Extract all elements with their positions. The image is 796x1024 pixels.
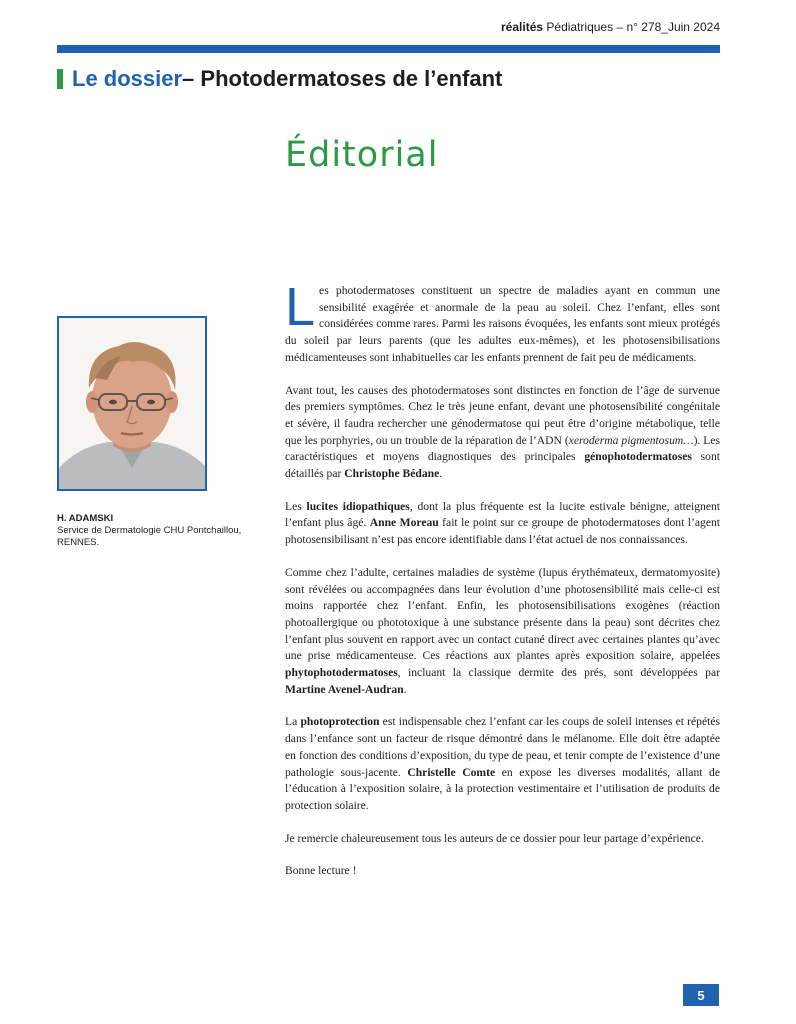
paragraph-text: .	[439, 467, 443, 481]
paragraph-text: .	[403, 682, 407, 696]
paragraph-text: Comme chez l’adulte, certaines maladies de système (lupus érythémateux, dermatomyosite) sont révélées ou accompagnées dans leur évolution d’une photosensibilité mais celle-ci est moins rapportée chez l’enfant. Enfin, les photosensibilisations exogènes (réaction photoallergique ou phototoxique à une substance présente dans la peau) sont décrites chez l’enfant plus souvent en rapport avec un contact cutané direct avec certaines plantes qu’avec une prise médicamenteuse. Ces réactions aux plantes après exposition solaire, appelées	[285, 565, 720, 663]
paragraph-lucites	[285, 499, 720, 549]
page-title: Éditorial	[285, 135, 439, 175]
keyword-text: photoprotection	[300, 715, 380, 729]
journal-issue-info: Pédiatriques – n° 278_Juin 2024	[546, 20, 720, 34]
paragraph-causes	[285, 383, 720, 483]
keyword-text: phytophotodermatoses	[285, 666, 398, 680]
emphasis-text: xeroderma pigmentosum…	[568, 433, 694, 447]
running-header	[501, 20, 720, 34]
paragraph-text: , dont la plus fréquente est la lucite estivale bénigne, atteignent l’enfant plus âgé.	[285, 499, 721, 530]
paragraph-text: es photodermatoses constituent un spectre de maladies ayant en commun une sensibilité exagérée et anormale de la peau au soleil. Chez l’enfant, elles sont considérées comme rares. Parmi les raisons évoquées, les enfants sont mieux protégés du soleil par leurs parents (que les adultes eux-mêmes), et les photosensibilisations médicamenteuses sont inhabituelles car les enfants prennent de fait peu de médicaments.	[285, 284, 720, 364]
journal-brand: réalités	[501, 20, 544, 34]
keyword-text: génophotodermatoses	[584, 450, 692, 464]
paragraph-photoprotection	[285, 714, 720, 814]
paragraph-systemic	[285, 565, 720, 699]
dossier-subject: – Photodermatoses de l’enfant	[182, 66, 503, 91]
paragraph-text: Avant tout, les causes des photodermatoses sont distinctes en fonction de l’âge de survenue des premiers symptômes. Chez le très jeune enfant, devant une photosensibilité congénitale et sévère, il faudra rechercher une génodermatose qui peut être d’origine métabolique, telle que les porphyries, ou un trouble de la réparation de l’ADN (	[285, 383, 720, 447]
keyword-text: lucites idiopathiques	[306, 499, 410, 513]
author-city: RENNES.	[57, 537, 100, 548]
paragraph-closing: Bonne lecture !	[285, 864, 357, 878]
author-name: H. ADAMSKI	[57, 513, 114, 524]
page-number: 5	[683, 984, 719, 1006]
dossier-marker-bar	[57, 69, 63, 89]
author-photo	[57, 316, 207, 491]
paragraph-text: La	[285, 715, 301, 729]
author-reference: Martine Avenel-Audran	[285, 682, 404, 696]
author-reference: Anne Moreau	[369, 516, 439, 530]
paragraph-text: fait le point sur ce groupe de photodermatoses dont l’agent photosensibilisant n’est pas encore identifiable dans l’état actuel de nos connaissances.	[285, 516, 720, 547]
paragraph-text: , incluant la classique dermite des prés, sont développées par	[397, 666, 720, 680]
article-body	[285, 277, 721, 896]
dossier-heading	[57, 66, 502, 92]
dossier-label: Le dossier	[72, 66, 183, 91]
paragraph-intro	[285, 277, 720, 367]
author-portrait-illustration	[59, 318, 205, 489]
paragraph-text: en expose les diverses modalités, allant de l’éducation à l’exposition solaire, à la protection vestimentaire et l’utilisation de produits de protection solaire.	[285, 765, 721, 812]
top-rule-divider	[57, 45, 720, 53]
paragraph-text: sont détaillés par	[285, 450, 720, 481]
paragraph-text: Les	[285, 499, 307, 513]
drop-cap: L	[285, 277, 316, 337]
paragraph-text: ). Les caractéristiques et moyens diagnostiques des principales	[285, 433, 720, 464]
author-reference: Christophe Bédane	[344, 467, 440, 481]
author-credit	[57, 513, 257, 549]
paragraph-thanks: Je remercie chaleureusement tous les auteurs de ce dossier pour leur partage d’expérience.	[285, 831, 704, 845]
paragraph-text: est indispensable chez l’enfant car les coups de soleil intenses et répétés dans l’enfance sont un facteur de risque démontré dans le mélanome. Elle doit être adaptée en fonction des conditions d’exposition, du type de peau, et tenir compte de l’existence d’une pathologie sous-jacente.	[285, 715, 720, 779]
author-affiliation: Service de Dermatologie CHU Pontchaillou,	[57, 525, 242, 536]
author-reference: Christelle Comte	[407, 765, 496, 779]
